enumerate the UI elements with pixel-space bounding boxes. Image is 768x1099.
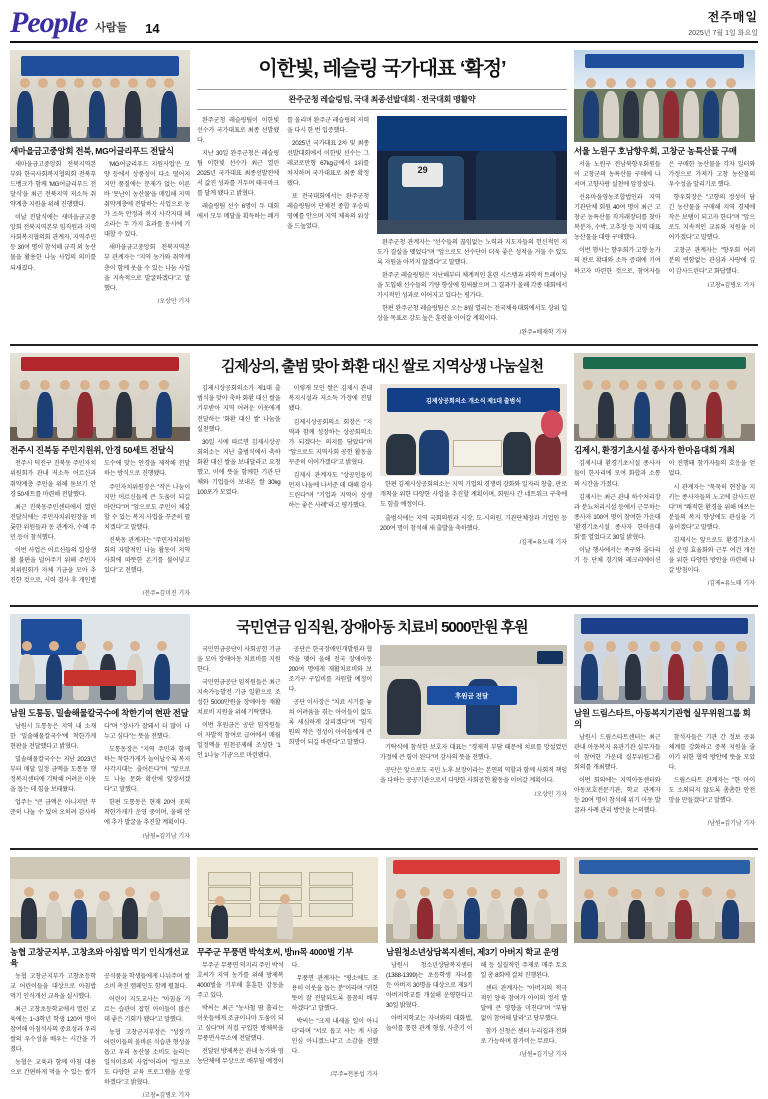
article-b1-body <box>10 459 190 586</box>
paragraph: 2025년 국가대표 2차 및 최종 선발대회에서 이한빛 선수는 그레코로만형 67kg급에서 1위를 차지하며 국가대표로 최종 확정됐다. <box>287 139 369 189</box>
paragraph: 새마을금고중앙회 전북지역본부와 한국사회복지협의회 전북푸드뱅크가 함께 'MG어글리푸드 전달식'을 최근 전북지역 저소득 취약계층 지원을 위해 진행했다. <box>10 160 96 210</box>
article-e1-body <box>574 950 755 952</box>
article-c2 <box>197 614 567 840</box>
article-c1 <box>10 614 190 840</box>
article-d3-photo <box>386 857 567 943</box>
divider-2 <box>10 605 758 607</box>
divider-3 <box>10 848 758 850</box>
article-b1-photo <box>10 353 190 441</box>
article-c3-caption: 남원 드림스타트, 아동복지기관협 실무위원그룹 회의 <box>574 708 755 730</box>
article-c3 <box>574 614 755 840</box>
paragraph: 참가 신청은 센터 누리집과 전화로 가능하며 참가비는 무료다. <box>481 1027 568 1047</box>
article-c3-byline: /남원=김기남 기자 <box>574 818 755 827</box>
article-a1-caption: 새마을금고중앙회 전북, MG어글리푸드 전달식 <box>10 146 190 157</box>
article-c3-body <box>574 733 755 816</box>
paragraph: 이날 행사에서는 족구와 줄다리기 등 단체 경기와 레크리에이션이 진행돼 참가자들의 호응을 얻었다. <box>574 459 755 576</box>
article-c1-byline: /남원=김기남 기자 <box>10 831 190 840</box>
article-d3-byline: /남원=김기남 기자 <box>386 1049 567 1058</box>
paragraph: 선유마을영농조합법인과 지역 기관단체 회원 40여 명이 최근 고창군 농특산물 직거래장터를 찾아 복분자, 수박, 고추장 등 지역 대표 농산물을 대량 구매했다. <box>574 193 661 243</box>
article-d2-body <box>197 961 378 1067</box>
paragraph: 밀솔해물칼국수는 지난 2023년부터 매달 일정 금액을 도통동 행정복지센터에 기탁해 어려운 이웃을 돕는 데 힘을 보태왔다. <box>10 755 96 795</box>
article-a2-subhead: 완주군청 레슬링팀, 국대 최종선발대회 · 전국대회 맹활약 <box>197 89 567 110</box>
paragraph: 농협은 교육과 함께 아침 대용으로 간편하게 먹을 수 있는 쌀가공식품을 학생들에게 나눠주며 쌀 소비 촉진 캠페인도 함께 펼쳤다. <box>10 972 190 1089</box>
paragraph: 아버지학교는 자녀와의 대화법, 놀이를 통한 관계 형성, 사춘기 이해 등 실질적인 주제로 매주 토요일 총 8회에 걸쳐 진행된다. <box>386 961 567 1047</box>
paragraph: 완주군청 레슬링팀이 이한빛 선수가 국가대표로 최종 선발됐다. <box>197 116 279 146</box>
paragraph: 업주는 "큰 금액은 아니지만 꾸준히 나눌 수 있어 오히려 감사하다"며 "장사가 잘돼서 더 많이 나누고 싶다"는 뜻을 전했다. <box>10 722 190 828</box>
article-c3-photo <box>574 614 755 704</box>
paragraph: 김제시 관계자도 "상공인들이 먼저 나눔에 나서준 데 대해 감사드린다"며 "기업과 지역이 상생하는 좋은 사례"라고 평가했다. <box>289 471 373 511</box>
paragraph: 주민자치위원장은 "작은 나눔이지만 어르신들께 큰 도움이 되길 바란다"며 "앞으로도 주민이 체감할 수 있는 복지 사업을 꾸준히 펼치겠다"고 말했다. <box>104 483 190 533</box>
paragraph: 국민연금공단 임직원들은 최근 지속가능발전 기금 일환으로 조성한 5000만원을 장애아동 재활치료비 지원을 위해 기탁했다. <box>197 678 281 718</box>
paragraph: 이번 회의에는 지역아동센터와 아동보호전문기관, 학교 관계자 등 20여 명이 참석해 위기 아동 발굴과 사례 관리 방안을 논의했다. <box>574 776 661 816</box>
paragraph: 레슬링팀 선수 6명이 두 대회에서 모두 메달을 획득하는 쾌거를 올리며 완주군 레슬링의 저력을 다시 한 번 입증했다. <box>197 116 369 233</box>
article-b3-byline: /김제=유노태 기자 <box>574 578 755 587</box>
article-d1-caption: 농협 고창군지부, 고창초와 아침밥 먹기 인식개선교육 <box>10 947 190 969</box>
article-d2-caption: 무주군 무풍면 박석호씨, 방ırı목 4000벌 기부 <box>197 947 378 958</box>
paper-name: 전주매일 <box>688 8 758 25</box>
article-d3 <box>386 857 567 1079</box>
article-a1-byline: /오상민 기자 <box>10 296 190 305</box>
paragraph: 한편 완주군청 레슬링팀은 오는 8월 열리는 전국체육대회에서도 상위 입상을 목표로 강도 높은 훈련을 이어갈 계획이다. <box>377 304 567 324</box>
paragraph: 전주시 덕진구 진북동 주민자치위원회가 관내 저소득 어르신과 취약계층 주민을 위해 돋보기 안경 50세트를 마련해 전달했다. <box>10 459 96 499</box>
article-c2-headline: 국민연금 임직원, 장애아동 치료비 5000만원 후원 <box>197 616 567 637</box>
article-b2 <box>197 353 567 597</box>
paragraph: 김제시내 환경기초시설 종사자들이 한자리에 모여 화합과 소통의 시간을 가졌다. <box>574 459 661 489</box>
logo-subtitle: 사람들 <box>95 19 127 38</box>
paragraph: 최근 진북동주민센터에서 열린 전달식에는 주민자치위원장을 비롯한 위원들과 동 관계자, 수혜 주민 등이 참석했다. <box>10 503 96 543</box>
article-d2 <box>197 857 378 1079</box>
article-a2-body-left <box>197 116 369 233</box>
paragraph: 이번 사업은 어르신들의 일상생활 불편을 덜어주기 위해 주민자치위원회가 자체 기금을 모아 추진한 것으로, 시력 검사 후 개인별 도수에 맞는 안경을 제작해 전달하는 방식으로 진행됐다. <box>10 459 190 586</box>
paragraph: 박씨는 "크게 내세울 일이 아니다"라며 "서로 돕고 사는 게 시골 인심 아니겠느냐"고 소감을 전했다. <box>292 1017 379 1057</box>
divider-1 <box>10 344 758 346</box>
paragraph: 최근 고창초등학교에서 열린 교육에는 1~3학년 학생 120여 명이 참여해 아침식사의 중요성과 우리 쌀의 우수성을 배우는 시간을 가졌다. <box>10 1005 96 1055</box>
page-number: 14 <box>135 21 159 38</box>
article-a3 <box>574 50 755 336</box>
issue-date: 2025년 7월 1일 화요일 <box>688 28 758 38</box>
paragraph: 서울 노원구 전남북향우회원들이 고창군의 농특산물 구매에 나서며 고향사랑 실천에 앞장섰다. <box>574 160 661 190</box>
article-d3-caption: 남원청소년상담복지센터, 제3기 아버지 학교 운영 <box>386 947 567 958</box>
paragraph: 어린이 지도교사는 "아침을 거르는 습관이 잡힌 아이들이 많은데 좋은 기회가 됐다"고 말했다. <box>104 995 190 1025</box>
band-3 <box>10 614 758 840</box>
article-b2-headline: 김제상의, 출범 맞아 화환 대신 쌀로 지역상생 나눔실천 <box>197 355 567 376</box>
article-b3-caption: 김제시, 환경기초시설 종사자 한마음대회 개최 <box>574 445 755 456</box>
article-e1-photo <box>574 857 755 943</box>
article-c2-photo <box>380 645 567 739</box>
article-b3 <box>574 353 755 597</box>
article-a3-caption: 서울 노원구 호남향우회, 고창군 농특산물 구매 <box>574 146 755 157</box>
article-a2 <box>197 50 567 336</box>
paragraph: 지난 30일 완주군청은 레슬링팀 이한빛 선수가 최근 열린 2025년 국가대표 최종선발전에서 값진 성과를 거두며 태극마크를 달게 됐다고 밝혔다. <box>197 149 279 199</box>
paragraph: 공단은 앞으로도 국민 노후 보장이라는 본연의 역할과 함께 사회적 책임을 다하는 공공기관으로서 다양한 사회공헌 활동을 이어갈 계획이다. <box>380 766 567 786</box>
article-c1-caption: 남원 도통동, 밀솔해물칼국수에 착한기여 현판 전달 <box>10 708 190 719</box>
masthead-right <box>688 8 758 38</box>
paragraph: 김제시상공회의소 회장은 "지역과 함께 성장하는 상공회의소가 되겠다는 의지를 담았다"며 "앞으로도 지역사회 공헌 활동을 꾸준히 이어가겠다"고 밝혔다. <box>289 418 373 468</box>
paragraph: 새마을금고중앙회 전북지역본부 관계자는 "지역 농가와 취약계층이 함께 웃을 수 있는 나눔 사업을 지속적으로 발굴하겠다"고 말했다. <box>104 243 190 293</box>
paragraph: 김제시는 최근 관내 하수처리장과 분뇨처리시설 등에서 근무하는 종사자 100여 명이 참여한 가운데 '환경기초시설 종사자 한마음대회'를 열었다고 30일 밝혔다. <box>574 493 661 543</box>
article-c2-banner-text: 후원금 전달 <box>427 686 517 705</box>
paragraph: 출범식에는 지역 국회의원과 시장, 도·시의원, 기관단체장과 기업인 등 200여 명이 참석해 새 출발을 축하했다. <box>380 514 567 534</box>
article-c1-body <box>10 722 190 828</box>
paragraph: 농협 고창군지부가 고창초등학교 어린이들을 대상으로 아침밥 먹기 인식개선 교육을 실시했다. <box>10 972 96 1002</box>
article-a3-photo <box>574 50 755 142</box>
article-b2-banner-text: 김제상공회의소 개소식 제1대 출범식 <box>387 388 559 412</box>
article-d3-body <box>386 961 567 1047</box>
masthead-left <box>10 8 160 38</box>
article-b3-photo <box>574 353 755 441</box>
paragraph: 공단 이사장은 "치료 시기를 놓쳐 어려움을 겪는 아이들이 없도록 세심하게 살피겠다"며 "임직원의 작은 정성이 아이들에게 큰 희망이 되길 바란다"고 말했다. <box>289 698 373 748</box>
paragraph: 도통동장은 "지역 주민과 함께하는 착한가게가 늘어날수록 복지 사각지대는 줄어든다"며 "앞으로도 나눔 문화 확산에 앞장서겠다"고 말했다. <box>104 745 190 795</box>
paragraph: 이번 행사는 향우회가 고향 농가의 판로 확대와 소득 증대에 기여하고자 마련한 것으로, 참여자들은 구매한 농산물을 각자 일터와 가정으로 가져가 고창 농산물의 우수성을 알리기로 했다. <box>574 160 755 278</box>
paragraph: 완주군 레슬링팀은 지난해부터 체계적인 훈련 시스템과 과학적 트레이닝을 도입해 선수들의 기량 향상에 힘써왔으며 그 결과가 올해 각종 대회에서 가시적인 성과로 이어지고 있다는 평가다. <box>377 271 567 301</box>
paragraph: 김제시상공회의소가 제1대 출범식을 맞아 축하 화환 대신 쌀을 기부받아 지역 어려운 이웃에게 전달하는 '화환 대신 쌀' 나눔을 실천했다. <box>197 384 281 434</box>
article-b2-photo <box>380 384 567 476</box>
article-d1-body <box>10 972 190 1089</box>
article-b2-body-right <box>380 480 567 533</box>
paragraph: 한편 김제시상공회의소는 지역 기업의 경쟁력 강화와 일자리 창출, 판로 개척을 위한 다양한 사업을 추진할 계획이며, 회원사 간 네트워크 구축에도 힘쓸 예정이다. <box>380 480 567 510</box>
paragraph: 시 관계자는 "묵묵히 현장을 지키는 종사자들의 노고에 감사드린다"며 "쾌적한 환경을 위해 애쓰는 분들의 복지 향상에도 관심을 기울이겠다"고 말했다. <box>669 483 756 533</box>
article-a2-photo-label: 29 <box>402 163 444 187</box>
paragraph: 박씨는 최근 "농사철 땀 흘리는 이웃들에게 조금이나마 도움이 되고 싶다"며 직접 구입한 방제복을 무풍면사무소에 전달했다. <box>197 1004 284 1044</box>
paragraph: 센터 관계자는 "아버지의 적극적인 양육 참여가 아이의 정서 발달에 큰 영향을 미친다"며 "부담 없이 참여해 달라"고 당부했다. <box>481 984 568 1024</box>
article-b1 <box>10 353 190 597</box>
paragraph: 30일 시에 따르면 김제시상공회의소는 지난 출범식에서 축하 화환 대신 쌀을 보내달라고 요청했고, 이에 뜻을 함께한 기관·단체와 기업들이 보내온 쌀 30kg 100포가 모였다. <box>197 438 281 498</box>
article-c2-body-right <box>380 743 567 786</box>
paragraph: 무풍면 관계자는 "평소에도 조용히 이웃을 돕는 분"이라며 "귀한 뜻이 잘 전달되도록 꼼꼼히 배부하겠다"고 말했다. <box>292 974 379 1014</box>
article-a2-headline: 이한빛, 레슬링 국가대표 ‘확정’ <box>197 52 567 81</box>
paragraph: 남원시 청소년상담복지센터(1388-1399)는 초등학생 자녀를 둔 아버지 30명을 대상으로 제3기 아버지학교를 개설해 운영한다고 30일 밝혔다. <box>386 961 473 1011</box>
band-4-middle <box>197 857 567 1099</box>
article-a1-body <box>10 160 190 294</box>
paragraph: 또 전국대회에서는 완주군청 레슬링팀이 단체전 종합 우승의 영예를 안으며 지역 체육의 위상을 드높였다. <box>287 192 369 232</box>
paragraph: 농협 고창군지부장은 "성장기 어린이들의 올바른 식습관 형성을 돕고 우리 농산물 소비도 늘리는 일석이조의 사업"이라며 "앞으로도 다양한 교육 프로그램을 운영하겠다"고 밝혔다. <box>104 1028 190 1088</box>
paragraph: 전달된 방제복은 관내 농가와 영농단체에 무상으로 배부될 예정이다. <box>197 961 378 1067</box>
paragraph: 향우회장은 "고향의 정성이 담긴 농산물을 구매해 지역 경제에 작은 보탬이 되고자 한다"며 "앞으로도 지속적인 교류와 지원을 이어가겠다"고 말했다. <box>669 193 756 243</box>
article-a1 <box>10 50 190 336</box>
article-b2-body-left <box>197 384 372 511</box>
article-b1-caption: 전주시 진북동 주민지원위, 안경 50세트 전달식 <box>10 445 190 456</box>
paragraph: 공단은 한국장애인개발원과 협약을 맺어 올해 전국 장애아동 200여 명에게 재활치료비와 보조기구 구입비를 지원할 예정이다. <box>289 645 373 695</box>
article-b1-byline: /전주=김미진 기자 <box>10 588 190 597</box>
paragraph: 'MG어글리푸드 지원사업'은 모양 등에서 상품성이 다소 떨어지지만 품질에는 문제가 없는 이른바 '못난이 농산물'을 매입해 지역 취약계층에 전달하는 사업으로 농가 소득 안정과 복지 사각지대 해소라는 두 가지 효과를 동시에 기대할 수 있다. <box>104 160 190 240</box>
article-b2-byline: /김제=유노태 기자 <box>380 537 567 546</box>
paragraph: 김제시는 앞으로도 환경기초시설 운영 효율화와 근무 여건 개선을 위한 다양한 방안을 마련해 나갈 방침이다. <box>669 536 756 576</box>
article-a2-photo <box>377 116 567 234</box>
article-d2-photo <box>197 857 378 943</box>
article-c2-body-left <box>197 645 372 762</box>
paragraph: 이렇게 모인 쌀은 김제시 관내 복지시설과 저소득 가정에 전달됐다. <box>289 384 373 414</box>
article-d2-byline: /무주=전용섭 기자 <box>197 1069 378 1078</box>
paragraph: 한편 도통동은 현재 20여 곳의 착한가게가 운영 중이며, 올해 안에 추가 발굴을 추진할 계획이다. <box>104 798 190 828</box>
paragraph: 완주군청 관계자는 "선수들의 끊임없는 노력과 지도자들의 헌신적인 지도가 결실을 맺었다"며 "앞으로도 선수단이 더욱 좋은 성적을 거둘 수 있도록 지원을 아끼지 않겠다"고 말했다. <box>377 238 567 268</box>
article-a2-body-right <box>377 238 567 324</box>
paragraph: 남원시 도통동은 지역 내 소재한 '밀솔해물칼국수'에 착한가게 현판을 전달했다고 밝혔다. <box>10 722 96 752</box>
article-c2-byline: /오상민 기자 <box>380 789 567 798</box>
article-a3-byline: /고창=김병오 기자 <box>574 280 755 289</box>
article-a1-photo <box>10 50 190 142</box>
paragraph: 드림스타트 관계자는 "한 아이도 소외되지 않도록 촘촘한 안전망을 만들겠다"고 말했다. <box>669 776 756 806</box>
paragraph: 기탁식에 참석한 보호자 대표는 "경제적 부담 때문에 치료를 망설였던 가정에 큰 힘이 된다"며 감사의 뜻을 전했다. <box>380 743 567 763</box>
article-a3-body <box>574 160 755 278</box>
article-d1-byline: /고창=김병오 기자 <box>10 1090 190 1099</box>
band-4 <box>10 857 758 1099</box>
masthead <box>10 8 758 43</box>
paragraph: 이번 후원금은 공단 임직원들이 자발적 참여로 급여에서 매월 일정액을 원천공제해 조성한 '1인 1나눔 기금'으로 마련됐다. <box>197 721 281 761</box>
paragraph: 이날 전달식에는 새마을금고중앙회 전북지역본부 임직원과 지역사회복지협의회 관계자, 지역주민 등 30여 명이 참석해 규격 외 농산물을 활용한 나눔 사업의 의미를 되새겼다. <box>10 213 96 273</box>
paragraph: 남원시 드림스타트센터는 최근 관내 아동복지 유관기관 실무자들이 참여한 가운데 실무위원그룹 회의를 개최했다. <box>574 733 661 773</box>
paragraph: 참석자들은 기관 간 정보 공유 체계를 강화하고 중복 지원을 줄이기 위한 협력 방안에 뜻을 모았다. <box>669 733 756 773</box>
paragraph: 국민연금공단이 사회공헌 기금을 모아 장애아동 치료비를 지원한다. <box>197 645 281 675</box>
article-b3-body <box>574 459 755 576</box>
article-d1-photo <box>10 857 190 943</box>
logo-people: People <box>10 8 87 38</box>
band-2 <box>10 353 758 597</box>
band-1 <box>10 50 758 336</box>
article-a2-byline: /완주=배재학 기자 <box>377 327 567 336</box>
article-c1-photo <box>10 614 190 704</box>
paragraph: 무주군 무풍면 덕지리 주민 박석호씨가 지역 농가를 위해 방제복 4000벌을 기부해 훈훈한 감동을 주고 있다. <box>197 961 284 1001</box>
paragraph: 고창군 관계자는 "향우회 여러분의 변함없는 관심과 사랑에 깊이 감사드린다"고 화답했다. <box>669 246 756 276</box>
article-d1 <box>10 857 190 1099</box>
paragraph: 진북동 관계자는 "주민자치위원회의 자발적인 나눔 활동이 지역사회에 따뜻한 온기를 불어넣고 있다"고 전했다. <box>104 536 190 576</box>
article-e1 <box>574 857 755 1099</box>
